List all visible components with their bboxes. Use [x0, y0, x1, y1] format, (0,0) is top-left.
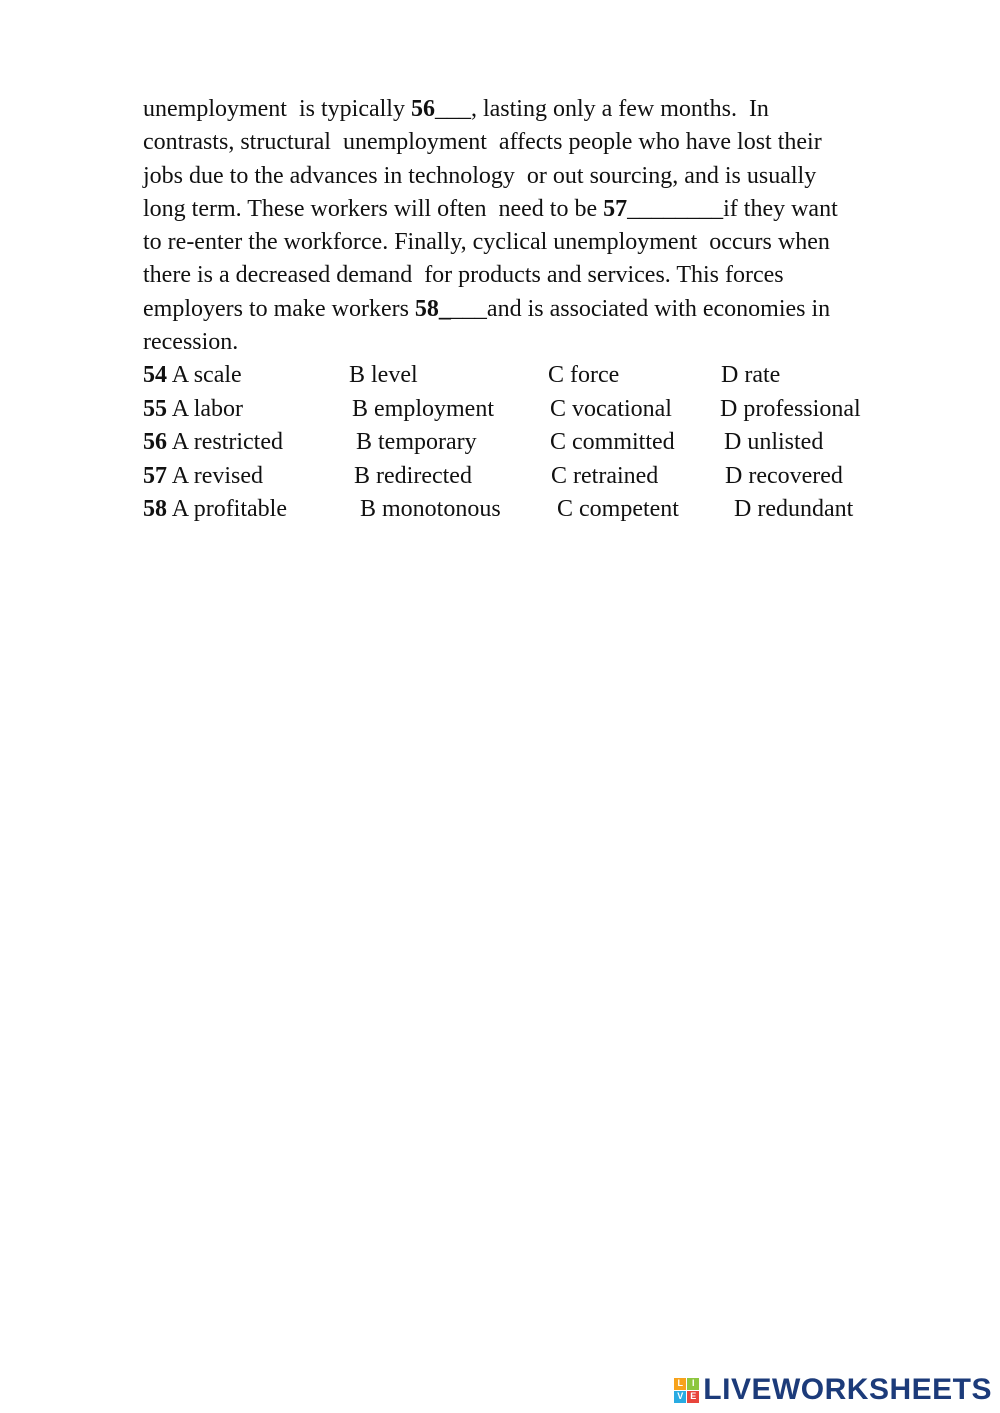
option-b[interactable]: B employment	[352, 395, 494, 422]
option-b[interactable]: B redirected	[354, 462, 472, 489]
question-row-54	[143, 359, 923, 393]
logo-tile: E	[687, 1391, 699, 1403]
passage-line: jobs due to the advances in technology or out sourcing, and is usually	[143, 162, 817, 189]
option-b[interactable]: B temporary	[356, 429, 477, 456]
question-row-55	[143, 393, 923, 427]
passage-text: ___and is associated with economies in	[450, 295, 831, 322]
option-c[interactable]: C force	[548, 362, 620, 389]
option-b[interactable]: B monotonous	[360, 496, 501, 523]
passage-line: there is a decreased demand for products and services. This forces	[143, 262, 784, 289]
passage-line: to re-enter the workforce. Finally, cyclical unemployment occurs when	[143, 229, 830, 256]
option-d[interactable]: D recovered	[725, 462, 843, 489]
footer-branding	[674, 1373, 992, 1407]
logo-tile: I	[687, 1378, 699, 1390]
question-row-57	[143, 460, 923, 494]
option-d[interactable]: D professional	[720, 395, 861, 422]
question-row-56	[143, 426, 923, 460]
option-a[interactable]: A profitable	[171, 496, 287, 523]
option-c[interactable]: C vocational	[550, 395, 672, 422]
liveworksheets-logo-icon	[674, 1378, 699, 1403]
question-number: 57	[143, 462, 167, 489]
question-number: 58	[143, 496, 167, 523]
option-a[interactable]: A revised	[171, 462, 263, 489]
option-c[interactable]: C competent	[557, 496, 679, 523]
passage-text: employers to make workers	[143, 295, 415, 322]
question-number-58: 58_	[414, 295, 451, 322]
logo-tile: L	[674, 1378, 686, 1390]
passage-text: ________if they want	[627, 195, 838, 222]
question-number: 54	[143, 362, 167, 389]
passage-text: ___, lasting only a few months. In	[434, 96, 769, 122]
option-c[interactable]: C retrained	[551, 462, 659, 489]
option-b[interactable]: B level	[349, 362, 418, 389]
option-d[interactable]: D redundant	[734, 496, 854, 523]
question-row-58	[143, 493, 923, 527]
question-number-56: 56	[410, 96, 435, 122]
option-d[interactable]: D rate	[721, 362, 781, 389]
option-a[interactable]: A scale	[171, 362, 242, 389]
passage-text: long term. These workers will often need to be	[143, 195, 604, 222]
answer-options	[143, 359, 923, 527]
logo-tile: V	[674, 1391, 686, 1403]
passage-line: recession.	[143, 329, 239, 356]
question-number: 56	[143, 429, 167, 456]
option-c[interactable]: C committed	[550, 429, 675, 456]
brand-wordmark: LIVEWORKSHEETS	[703, 1373, 992, 1406]
passage-text: unemployment is typically	[143, 96, 411, 122]
passage-line	[143, 293, 923, 326]
question-number-57: 57	[603, 195, 628, 222]
option-d[interactable]: D unlisted	[724, 429, 824, 456]
passage-line	[143, 93, 923, 126]
reading-passage	[143, 93, 923, 527]
option-a[interactable]: A restricted	[171, 429, 283, 456]
question-number: 55	[143, 395, 167, 422]
option-a[interactable]: A labor	[171, 395, 244, 422]
passage-line	[143, 193, 923, 226]
passage-line: contrasts, structural unemployment affects people who have lost their	[143, 129, 822, 156]
